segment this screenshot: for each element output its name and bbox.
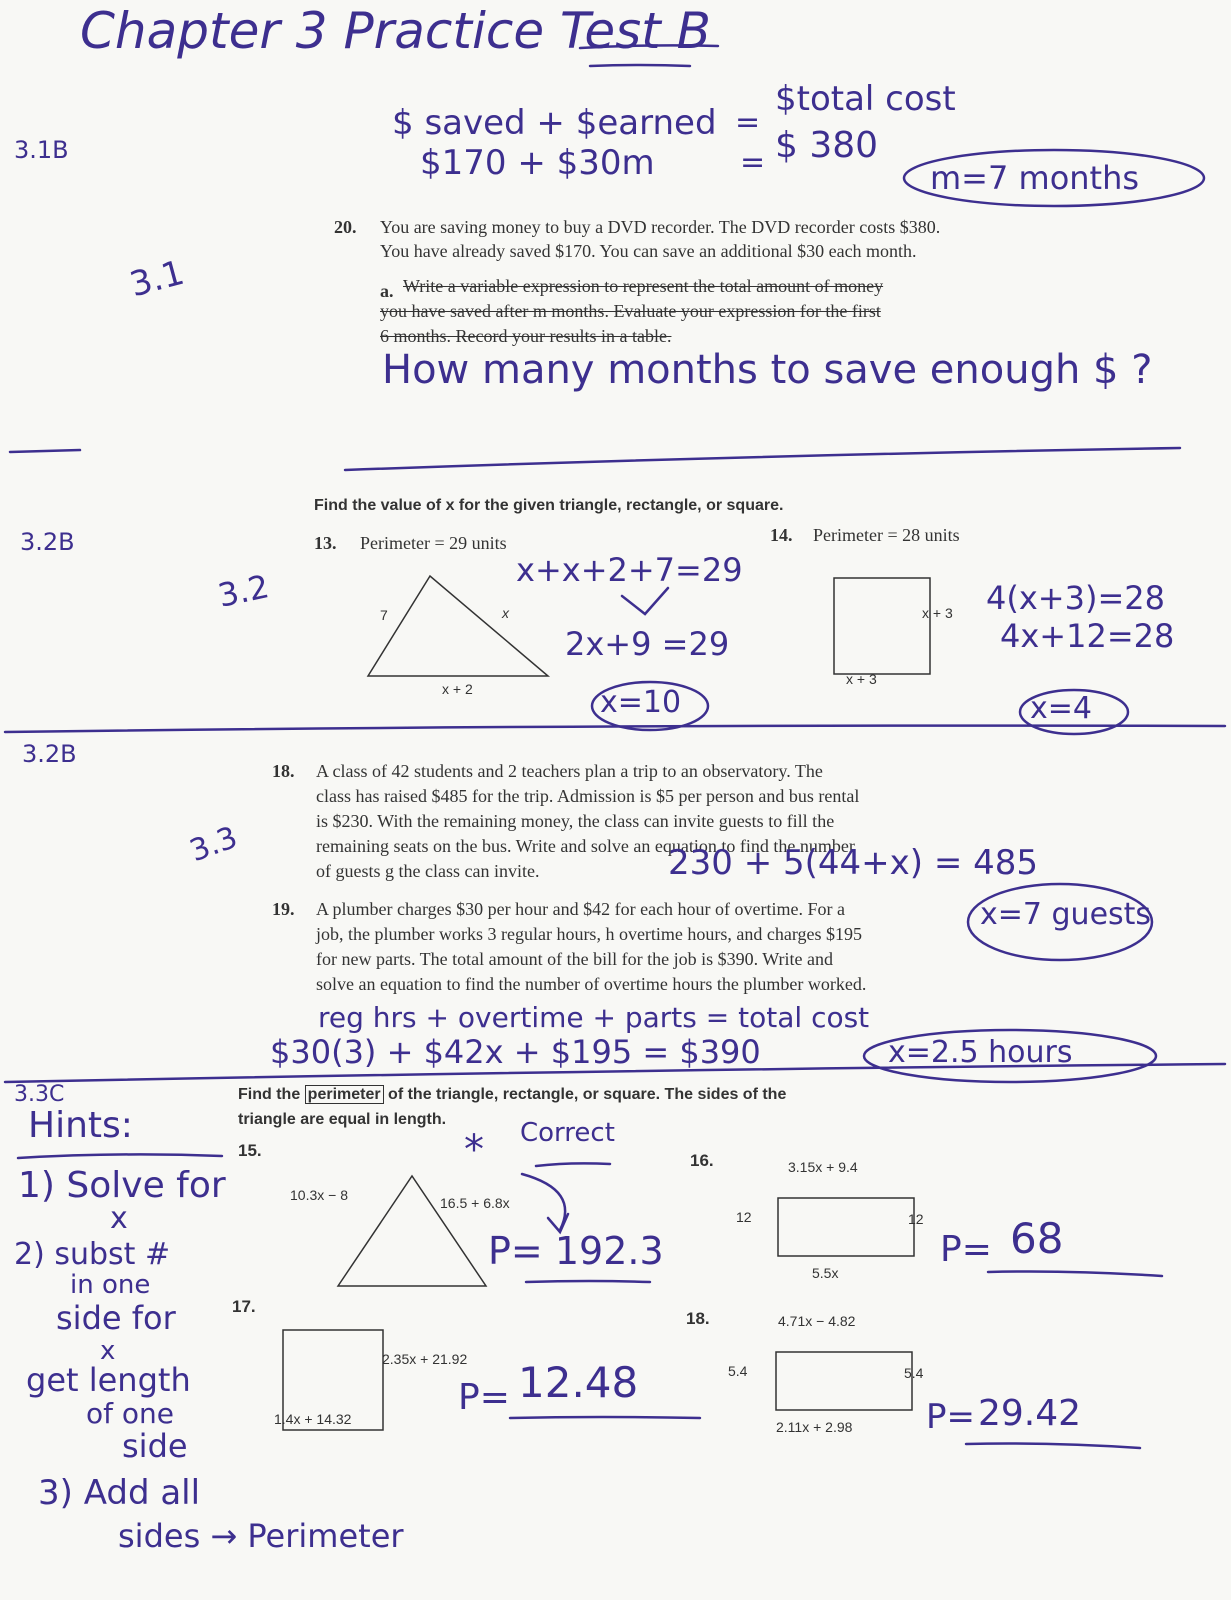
q16-left-side: 12: [736, 1209, 752, 1225]
hint-1-line-1: 1) Solve for: [18, 1165, 226, 1206]
answer-q18-label: P=: [926, 1397, 975, 1437]
q18-line-3: is $230. With the remaining money, the class can invite guests to fill the: [316, 811, 835, 831]
q16-rectangle: [778, 1198, 914, 1256]
answer-q16: 68: [1010, 1214, 1064, 1263]
q17-square: [283, 1330, 383, 1430]
q16-right-side: 12: [908, 1211, 924, 1227]
answer-q19-circle: [864, 1030, 1156, 1082]
equation-line-1-rhs: $total cost: [775, 79, 956, 119]
q20-part-label: a.: [380, 281, 394, 301]
answer-q17: 12.48: [518, 1358, 639, 1407]
hint-2-line-6: of one: [86, 1397, 174, 1430]
hint-2-line-7: side: [122, 1427, 188, 1465]
work-line-4: 4x+12=28: [1000, 617, 1175, 655]
q14-square: [834, 578, 930, 674]
answer-q13: x=10: [600, 685, 682, 720]
q18-perimeter-number: 18.: [686, 1309, 710, 1328]
instruction-suffix: of the triangle, rectangle, or square. The sides of the: [388, 1086, 787, 1103]
work-line-1: x+x+2+7=29: [516, 551, 743, 589]
title-underline-2: [590, 65, 690, 66]
answer-q18-perimeter: 29.42: [978, 1393, 1082, 1434]
equation-line-1-equals: =: [735, 105, 761, 140]
hints-title: Hints:: [28, 1105, 133, 1146]
q19-line-2: job, the plumber works 3 regular hours, h overtime hours, and charges $195: [316, 924, 863, 944]
answer-q14-circle: [1020, 690, 1128, 734]
q19-line-4: solve an equation to find the number of overtime hours the plumber worked.: [316, 974, 867, 994]
section-tag-3-2b: 3.2B: [20, 528, 75, 556]
q20-number: 20.: [334, 217, 357, 237]
star-mark: *: [464, 1127, 484, 1173]
square-side-bottom: x + 3: [846, 671, 877, 687]
equation-line-2-equals: =: [740, 145, 766, 180]
q20-struck-line-2: you have saved after m months. Evaluate your expression for the first: [380, 301, 881, 321]
equation-line-2-rhs: $ 380: [775, 125, 879, 166]
q15-left-side: 10.3x − 8: [290, 1187, 348, 1203]
square-side-right: x + 3: [922, 605, 953, 621]
answer-q16-label: P=: [940, 1229, 992, 1270]
q20-struck-line-1: Write a variable expression to represent the total amount of money: [403, 276, 884, 296]
equation-line-2: $170 + $30m: [420, 143, 655, 183]
equation-q18: 230 + 5(44+x) = 485: [668, 843, 1039, 883]
side-mark-3-2: 3.2: [214, 567, 273, 615]
divider-1: [10, 450, 80, 452]
q20-text-line-2: You have already saved $170. You can save an additional $30 each month.: [380, 241, 917, 261]
section-tag-3-2b-second: 3.2B: [22, 740, 77, 768]
q18-line-1: A class of 42 students and 2 teachers plan a trip to an observatory. The: [316, 761, 823, 781]
triangle-side-right: x: [502, 605, 509, 621]
divider-4: [5, 1064, 1225, 1082]
q18-line-5: of guests g the class can invite.: [316, 861, 540, 881]
q18-line-4: remaining seats on the bus. Write and solve an equation to find the number: [316, 836, 855, 856]
q15-right-side: 16.5 + 6.8x: [440, 1195, 510, 1211]
answer-q17-label: P=: [458, 1377, 510, 1418]
q18-top-side: 4.71x − 4.82: [778, 1313, 856, 1329]
hint-3-line-1: 3) Add all: [38, 1473, 201, 1513]
q19-line-3: for new parts. The total amount of the bill for the job is $390. Write and: [316, 949, 833, 969]
q16-bottom-side: 5.5x: [812, 1265, 839, 1281]
hint-3-line-2: sides → Perimeter: [118, 1517, 404, 1555]
q15-triangle: [338, 1176, 486, 1286]
q14-number: 14.: [770, 525, 793, 545]
correct-underline: [536, 1163, 610, 1166]
equation-line-1: $ saved + $earned: [392, 103, 717, 143]
q13-14-instruction: Find the value of x for the given triangle, rectangle, or square.: [314, 497, 784, 514]
hint-1-line-2: x: [110, 1201, 128, 1236]
title-underline: [580, 45, 718, 48]
q16-top-side: 3.15x + 9.4: [788, 1159, 858, 1175]
q19-line-1: A plumber charges $30 per hour and $42 for each hour of overtime. For a: [316, 899, 846, 919]
hint-2-line-1: 2) subst #: [14, 1237, 171, 1272]
words-q19: reg hrs + overtime + parts = total cost: [318, 1001, 870, 1034]
equation-q19: $30(3) + $42x + $195 = $390: [270, 1033, 761, 1071]
section-tag-3-1b: 3.1B: [14, 136, 69, 164]
q18-right-side: 5.4: [904, 1365, 924, 1381]
answer-q15: P= 192.3: [488, 1229, 664, 1273]
instruction-boxed-word: perimeter: [305, 1085, 384, 1104]
q18-rectangle: [776, 1352, 912, 1410]
hint-2-line-5: get length: [26, 1361, 191, 1399]
divider-2: [345, 448, 1180, 470]
correct-arrow: [522, 1174, 565, 1230]
q13-text: Perimeter = 29 units: [360, 533, 507, 553]
answer-q17-underline: [510, 1417, 700, 1418]
answer-q13-circle: [592, 682, 708, 730]
q14-text: Perimeter = 28 units: [813, 525, 960, 545]
answer-q18-underline: [966, 1444, 1140, 1449]
q18-bottom-side: 2.11x + 2.98: [776, 1419, 853, 1435]
side-mark-3-1: 3.1: [125, 252, 189, 306]
answer-q18-guests: x=7 guests: [980, 897, 1152, 932]
triangle-side-left: 7: [380, 607, 388, 623]
hint-2-line-2: in one: [70, 1270, 151, 1300]
work-line-3: 4(x+3)=28: [986, 579, 1165, 617]
q13-number: 13.: [314, 533, 337, 553]
hints-underline: [18, 1154, 222, 1158]
instruction-prefix: Find the: [238, 1086, 301, 1103]
side-mark-3-3: 3.3: [185, 819, 243, 870]
hint-2-line-3: side for: [56, 1299, 176, 1337]
q20-struck-line-3: 6 months. Record your results in a table.: [380, 326, 672, 346]
check-mark: [622, 588, 668, 614]
page-title: Chapter 3 Practice Test B: [80, 2, 711, 60]
q16-number: 16.: [690, 1151, 714, 1170]
q18-number: 18.: [272, 761, 295, 781]
correct-note: Correct: [520, 1118, 615, 1148]
work-line-2: 2x+9 =29: [565, 625, 730, 663]
answer-m-months: m=7 months: [930, 159, 1140, 197]
q18-left-side: 5.4: [728, 1363, 748, 1379]
answer-q18-circle: [968, 884, 1152, 960]
answer-q19-hours: x=2.5 hours: [888, 1035, 1073, 1070]
answer-q16-underline: [988, 1272, 1162, 1277]
q15-number: 15.: [238, 1141, 262, 1160]
q17-right-side: 2.35x + 21.92: [382, 1351, 468, 1367]
answer-q14: x=4: [1030, 691, 1092, 726]
triangle-side-bottom: x + 2: [442, 681, 473, 697]
q19-number: 19.: [272, 899, 295, 919]
hint-2-line-4: x: [100, 1336, 116, 1366]
q18-line-2: class has raised $485 for the trip. Admission is $5 per person and bus rental: [316, 786, 860, 806]
q17-number: 17.: [232, 1297, 256, 1316]
q17-bottom-side: 1.4x + 14.32: [274, 1411, 352, 1427]
q15-18-instruction-line-2: triangle are equal in length.: [238, 1111, 447, 1128]
q13-triangle: [368, 576, 548, 676]
answer-m-circle: [904, 150, 1204, 206]
q20-text-line-1: You are saving money to buy a DVD recorder. The DVD recorder costs $380.: [380, 217, 941, 237]
handwritten-question: How many months to save enough $ ?: [382, 347, 1153, 393]
answer-q15-underline: [526, 1281, 650, 1282]
section-tag-3-3c: 3.3C: [14, 1082, 65, 1107]
